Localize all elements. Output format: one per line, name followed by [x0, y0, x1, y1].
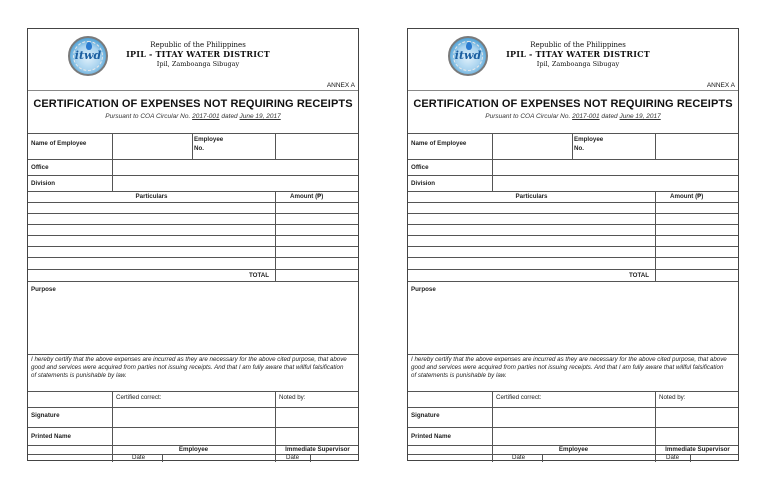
supervisor-date-label: Date [286, 454, 300, 461]
water-district-logo-icon: itwd [68, 36, 108, 76]
certification-form-left [27, 28, 359, 461]
employee-label: Employee [558, 446, 589, 453]
employee-label: Employee [178, 446, 209, 453]
office-label: Office [411, 164, 429, 171]
employee-no-label-line2: No. [574, 145, 584, 152]
purpose-label: Purpose [31, 286, 56, 293]
immediate-supervisor-label: Immediate Supervisor [665, 446, 730, 453]
division-label: Division [411, 180, 436, 187]
certification-statement: I hereby certify that the above expenses are incurred as they are necessary for the above cited purpose, that above good and services were acquired from parties not issuing receipts. And that I am fully aware that willful falsification of statements is punishable by law. [411, 356, 727, 379]
header-organization: IPIL - TITAY WATER DISTRICT [126, 49, 270, 59]
form-subtitle: Pursuant to COA Circular No. 2017-001 dated June 19, 2017 [105, 113, 281, 120]
signature-label: Signature [411, 412, 440, 419]
printed-name-label: Printed Name [411, 433, 451, 440]
annex-label: ANNEX A [326, 82, 355, 89]
certification-statement: I hereby certify that the above expenses are incurred as they are necessary for the above cited purpose, that above good and services were acquired from parties not issuing receipts. And that I am fully aware that willful falsification of statements is punishable by law. [31, 356, 347, 379]
noted-by-label: Noted by: [279, 394, 306, 401]
total-label: TOTAL [629, 272, 650, 279]
header-republic: Republic of the Philippines [150, 41, 246, 49]
form-title: CERTIFICATION OF EXPENSES NOT REQUIRING RECEIPTS [33, 98, 353, 110]
employee-date-label: Date [512, 454, 526, 461]
annex-label: ANNEX A [706, 82, 735, 89]
form-header [408, 29, 738, 81]
supervisor-date-label: Date [666, 454, 680, 461]
division-label: Division [31, 180, 56, 187]
header-organization: IPIL - TITAY WATER DISTRICT [506, 49, 650, 59]
water-district-logo-icon: itwd [448, 36, 488, 76]
employee-no-label: Employee [194, 136, 224, 143]
employee-no-label: Employee [574, 136, 604, 143]
form-title: CERTIFICATION OF EXPENSES NOT REQUIRING RECEIPTS [413, 98, 733, 110]
employee-date-label: Date [132, 454, 146, 461]
form-header [28, 29, 358, 81]
form-subtitle: Pursuant to COA Circular No. 2017-001 dated June 19, 2017 [485, 113, 661, 120]
signature-label: Signature [31, 412, 60, 419]
certified-correct-label: Certified correct: [116, 394, 162, 401]
name-of-employee-label: Name of Employee [411, 140, 467, 147]
total-label: TOTAL [249, 272, 270, 279]
office-label: Office [31, 164, 49, 171]
particulars-header: Particulars [135, 193, 168, 200]
noted-by-label: Noted by: [659, 394, 686, 401]
header-address: Ipil, Zamboanga Sibugay [156, 60, 240, 68]
header-address: Ipil, Zamboanga Sibugay [536, 60, 620, 68]
header-republic: Republic of the Philippines [530, 41, 626, 49]
employee-no-label-line2: No. [194, 145, 204, 152]
particulars-header: Particulars [515, 193, 548, 200]
printed-name-label: Printed Name [31, 433, 71, 440]
name-of-employee-label: Name of Employee [31, 140, 87, 147]
amount-header: Amount (₱) [290, 193, 324, 200]
certification-form-right [407, 28, 739, 461]
purpose-label: Purpose [411, 286, 436, 293]
certified-correct-label: Certified correct: [496, 394, 542, 401]
immediate-supervisor-label: Immediate Supervisor [285, 446, 350, 453]
amount-header: Amount (₱) [670, 193, 704, 200]
